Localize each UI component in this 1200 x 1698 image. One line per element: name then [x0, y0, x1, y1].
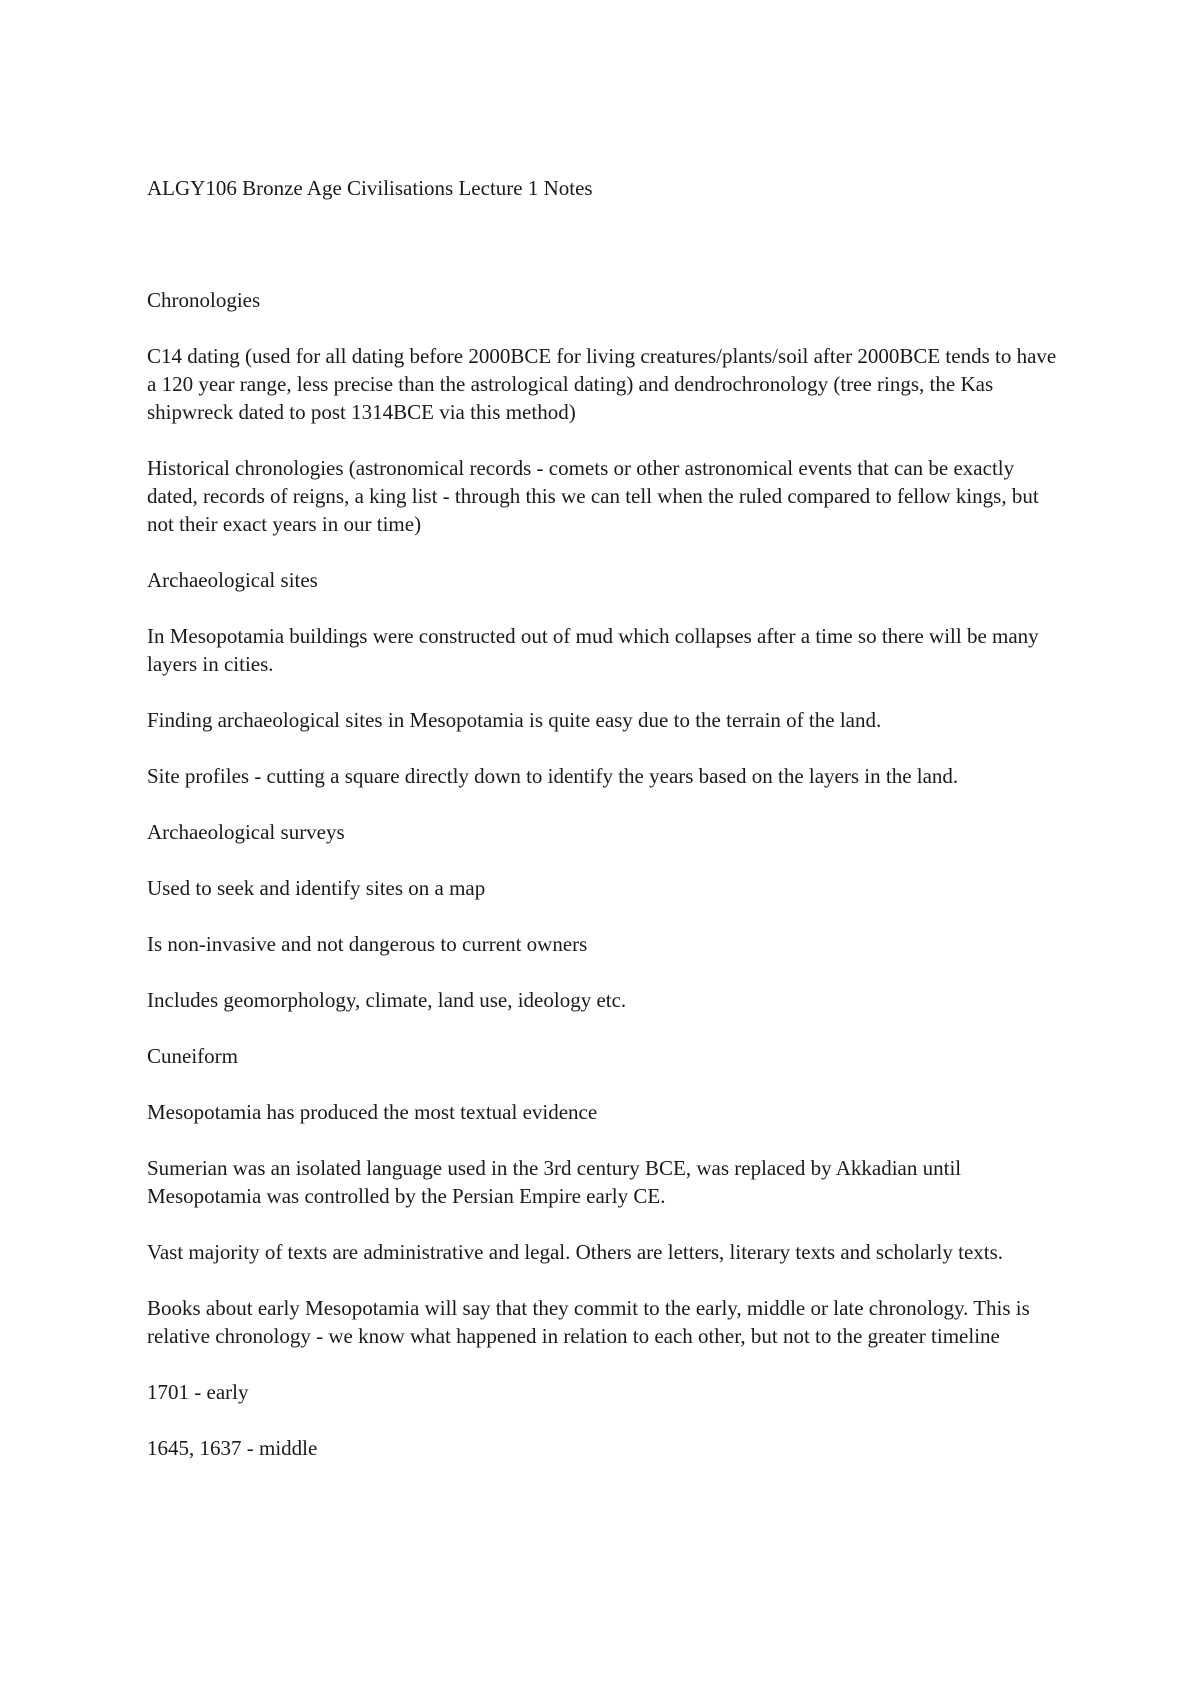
paragraph-chronology-books: Books about early Mesopotamia will say that they commit to the early, middle or late chronology. This is relative chronology - we know what happened in relation to each other, but not to the greater timeline: [147, 1296, 1030, 1348]
paragraph-textual-evidence: Mesopotamia has produced the most textual evidence: [147, 1100, 598, 1124]
paragraph-includes: Includes geomorphology, climate, land use, ideology etc.: [147, 988, 627, 1012]
paragraph-middle-dates: 1645, 1637 - middle: [147, 1436, 318, 1460]
heading-chronologies: Chronologies: [147, 288, 261, 312]
heading-archaeological-sites: Archaeological sites: [147, 568, 318, 592]
paragraph-surveys-map: Used to seek and identify sites on a map: [147, 876, 486, 900]
document-body: [147, 174, 1067, 1490]
paragraph-c14-dating: C14 dating (used for all dating before 2000BCE for living creatures/plants/soil after 2000BCE tends to have a 120 year range, less precise than the astrological dating) and dendrochronology (tree rings, the Kas shipwreck dated to post 1314BCE via this method): [147, 344, 1057, 424]
paragraph-early-date: 1701 - early: [147, 1380, 249, 1404]
document-title: ALGY106 Bronze Age Civilisations Lecture 1 Notes: [147, 176, 593, 200]
heading-cuneiform: Cuneiform: [147, 1044, 238, 1068]
paragraph-historical-chronologies: Historical chronologies (astronomical records - comets or other astronomical events that can be exactly dated, records of reigns, a king list - through this we can tell when the ruled compared to fellow kings, but not their exact years in our time): [147, 456, 1039, 536]
paragraph-finding-sites: Finding archaeological sites in Mesopotamia is quite easy due to the terrain of the land.: [147, 708, 882, 732]
heading-archaeological-surveys: Archaeological surveys: [147, 820, 345, 844]
paragraph-sumerian: Sumerian was an isolated language used in the 3rd century BCE, was replaced by Akkadian until Mesopotamia was controlled by the Persian Empire early CE.: [147, 1156, 962, 1208]
paragraph-texts-majority: Vast majority of texts are administrative and legal. Others are letters, literary texts and scholarly texts.: [147, 1240, 1004, 1264]
paragraph-non-invasive: Is non-invasive and not dangerous to current owners: [147, 932, 588, 956]
paragraph-site-profiles: Site profiles - cutting a square directly down to identify the years based on the layers in the land.: [147, 764, 959, 788]
paragraph-mud-buildings: In Mesopotamia buildings were constructed out of mud which collapses after a time so there will be many layers in cities.: [147, 624, 1039, 676]
